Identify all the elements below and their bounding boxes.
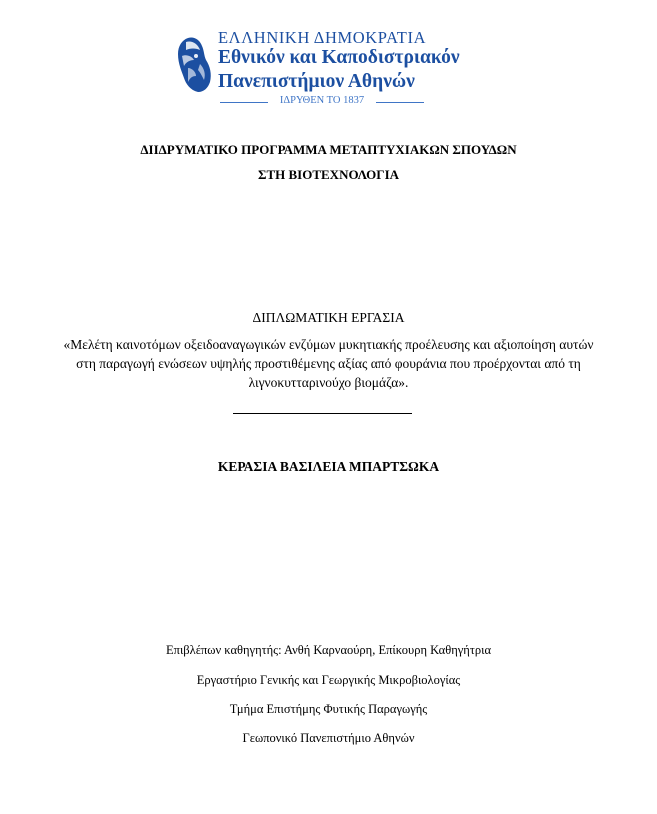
laboratory-line: Εργαστήριο Γενικής και Γεωργικής Μικροβιολογίας bbox=[196, 673, 461, 687]
logo-country-text: ΕΛΛΗΝΙΚΗ ΔΗΜΟΚΡΑΤΙΑ bbox=[218, 28, 427, 47]
logo-university-line2: Πανεπιστήμιον Αθηνών bbox=[218, 71, 415, 92]
program-line1: ΔΙΙΔΡΥΜΑΤΙΚΟ ΠΡΟΓΡΑΜΜΑ ΜΕΤΑΠΤΥΧΙΑΚΩΝ ΣΠΟΥΔΩΝ bbox=[140, 142, 517, 157]
thesis-label: ΔΙΠΛΩΜΑΤΙΚΗ ΕΡΓΑΣΙΑ bbox=[252, 310, 405, 325]
department-line: Τμήμα Επιστήμης Φυτικής Παραγωγής bbox=[229, 702, 428, 716]
author-name: ΚΕΡΑΣΙΑ ΒΑΣΙΛΕΙΑ ΜΠΑΡΤΣΩΚΑ bbox=[217, 459, 440, 474]
athena-head-icon bbox=[174, 34, 214, 94]
university-logo bbox=[174, 28, 474, 108]
program-line2: ΣΤΗ ΒΙΟΤΕΧΝΟΛΟΓΙΑ bbox=[257, 167, 400, 182]
supervisor-line: Επιβλέπων καθηγητής: Ανθή Καρναούρη, Επίκουρη Καθηγήτρια bbox=[166, 643, 491, 657]
logo-founded-text: ΙΔΡΥΘΕΝ ΤΟ 1837 bbox=[279, 95, 365, 106]
logo-rule-right bbox=[376, 102, 424, 103]
logo-rule-left bbox=[220, 102, 268, 103]
university-line: Γεωπονικό Πανεπιστήμιο Αθηνών bbox=[242, 731, 415, 745]
logo-university-line1: Εθνικόν και Καποδιστριακόν bbox=[218, 47, 460, 68]
thesis-title: «Μελέτη καινοτόμων οξειδοαναγωγικών ενζύμων μυκητιακής προέλευσης και αξιοποίηση αυτών στη παραγωγή ενώσεων υψηλής προστιθέμενης αξίας από φουράνια που προέρχονται από τη λιγνοκυτταρινούχο βιομάζα». bbox=[63, 337, 594, 390]
title-separator-line bbox=[233, 413, 412, 414]
logo-founded-band bbox=[220, 95, 424, 109]
